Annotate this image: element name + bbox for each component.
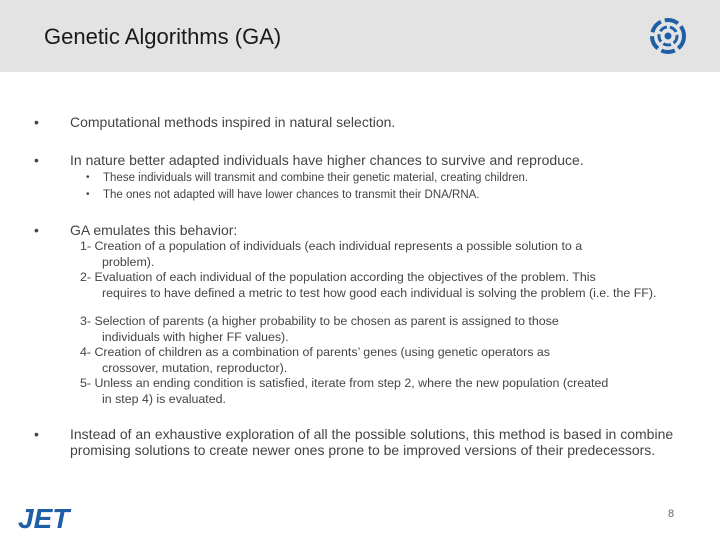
bullet-marker: • xyxy=(34,426,39,442)
step-item xyxy=(80,376,690,407)
step-continuation: in step 4) is evaluated. xyxy=(102,391,226,406)
bullet-text: Instead of an exhaustive exploration of all the possible solutions, this method is based in combine promising solutions to create newer ones prone to be improved versions of their predecessors. xyxy=(70,426,674,458)
jet-logo-text: JET xyxy=(18,503,70,532)
step-first-line: 1- Creation of a population of individuals (each individual represents a possible solution to a xyxy=(80,239,583,253)
bullet-text: GA emulates this behavior: xyxy=(70,222,238,238)
bullet-text: Computational methods inspired in natural selection. xyxy=(70,114,396,130)
bullet-marker: • xyxy=(34,152,39,168)
jet-logo xyxy=(16,502,82,532)
sub-bullet-marker: • xyxy=(86,172,90,183)
step-continuation: individuals with higher FF values). xyxy=(102,329,289,344)
step-continuation: requires to have defined a metric to test how good each individual is solving the problem (i.e. the FF). xyxy=(102,285,657,300)
step-first-line: 3- Selection of parents (a higher probability to be chosen as parent is assigned to those xyxy=(80,314,559,328)
bullet-marker: • xyxy=(34,222,39,238)
step-first-line: 5- Unless an ending condition is satisfied, iterate from step 2, where the new population (created xyxy=(80,376,609,390)
step-continuation: crossover, mutation, reproductor). xyxy=(102,360,288,375)
bullet-marker: • xyxy=(34,114,39,130)
step-item xyxy=(80,345,690,376)
step-first-line: 2- Evaluation of each individual of the population according the objectives of the problem. This xyxy=(80,270,596,284)
step-item xyxy=(80,314,690,345)
step-item xyxy=(80,239,690,270)
slide-title: Genetic Algorithms (GA) xyxy=(44,24,282,49)
step-continuation: problem). xyxy=(102,254,155,269)
sub-bullet-text: These individuals will transmit and combine their genetic material, creating children. xyxy=(103,172,529,184)
step-item xyxy=(80,270,690,301)
sub-bullet-text: The ones not adapted will have lower chances to transmit their DNA/RNA. xyxy=(103,189,480,201)
circular-logo-icon xyxy=(648,16,688,56)
page-number: 8 xyxy=(668,508,675,520)
step-first-line: 4- Creation of children as a combination of parents’ genes (using genetic operators as xyxy=(80,345,550,359)
bullet-text: In nature better adapted individuals have higher chances to survive and reproduce. xyxy=(70,152,584,168)
sub-bullet-marker: • xyxy=(86,189,90,200)
